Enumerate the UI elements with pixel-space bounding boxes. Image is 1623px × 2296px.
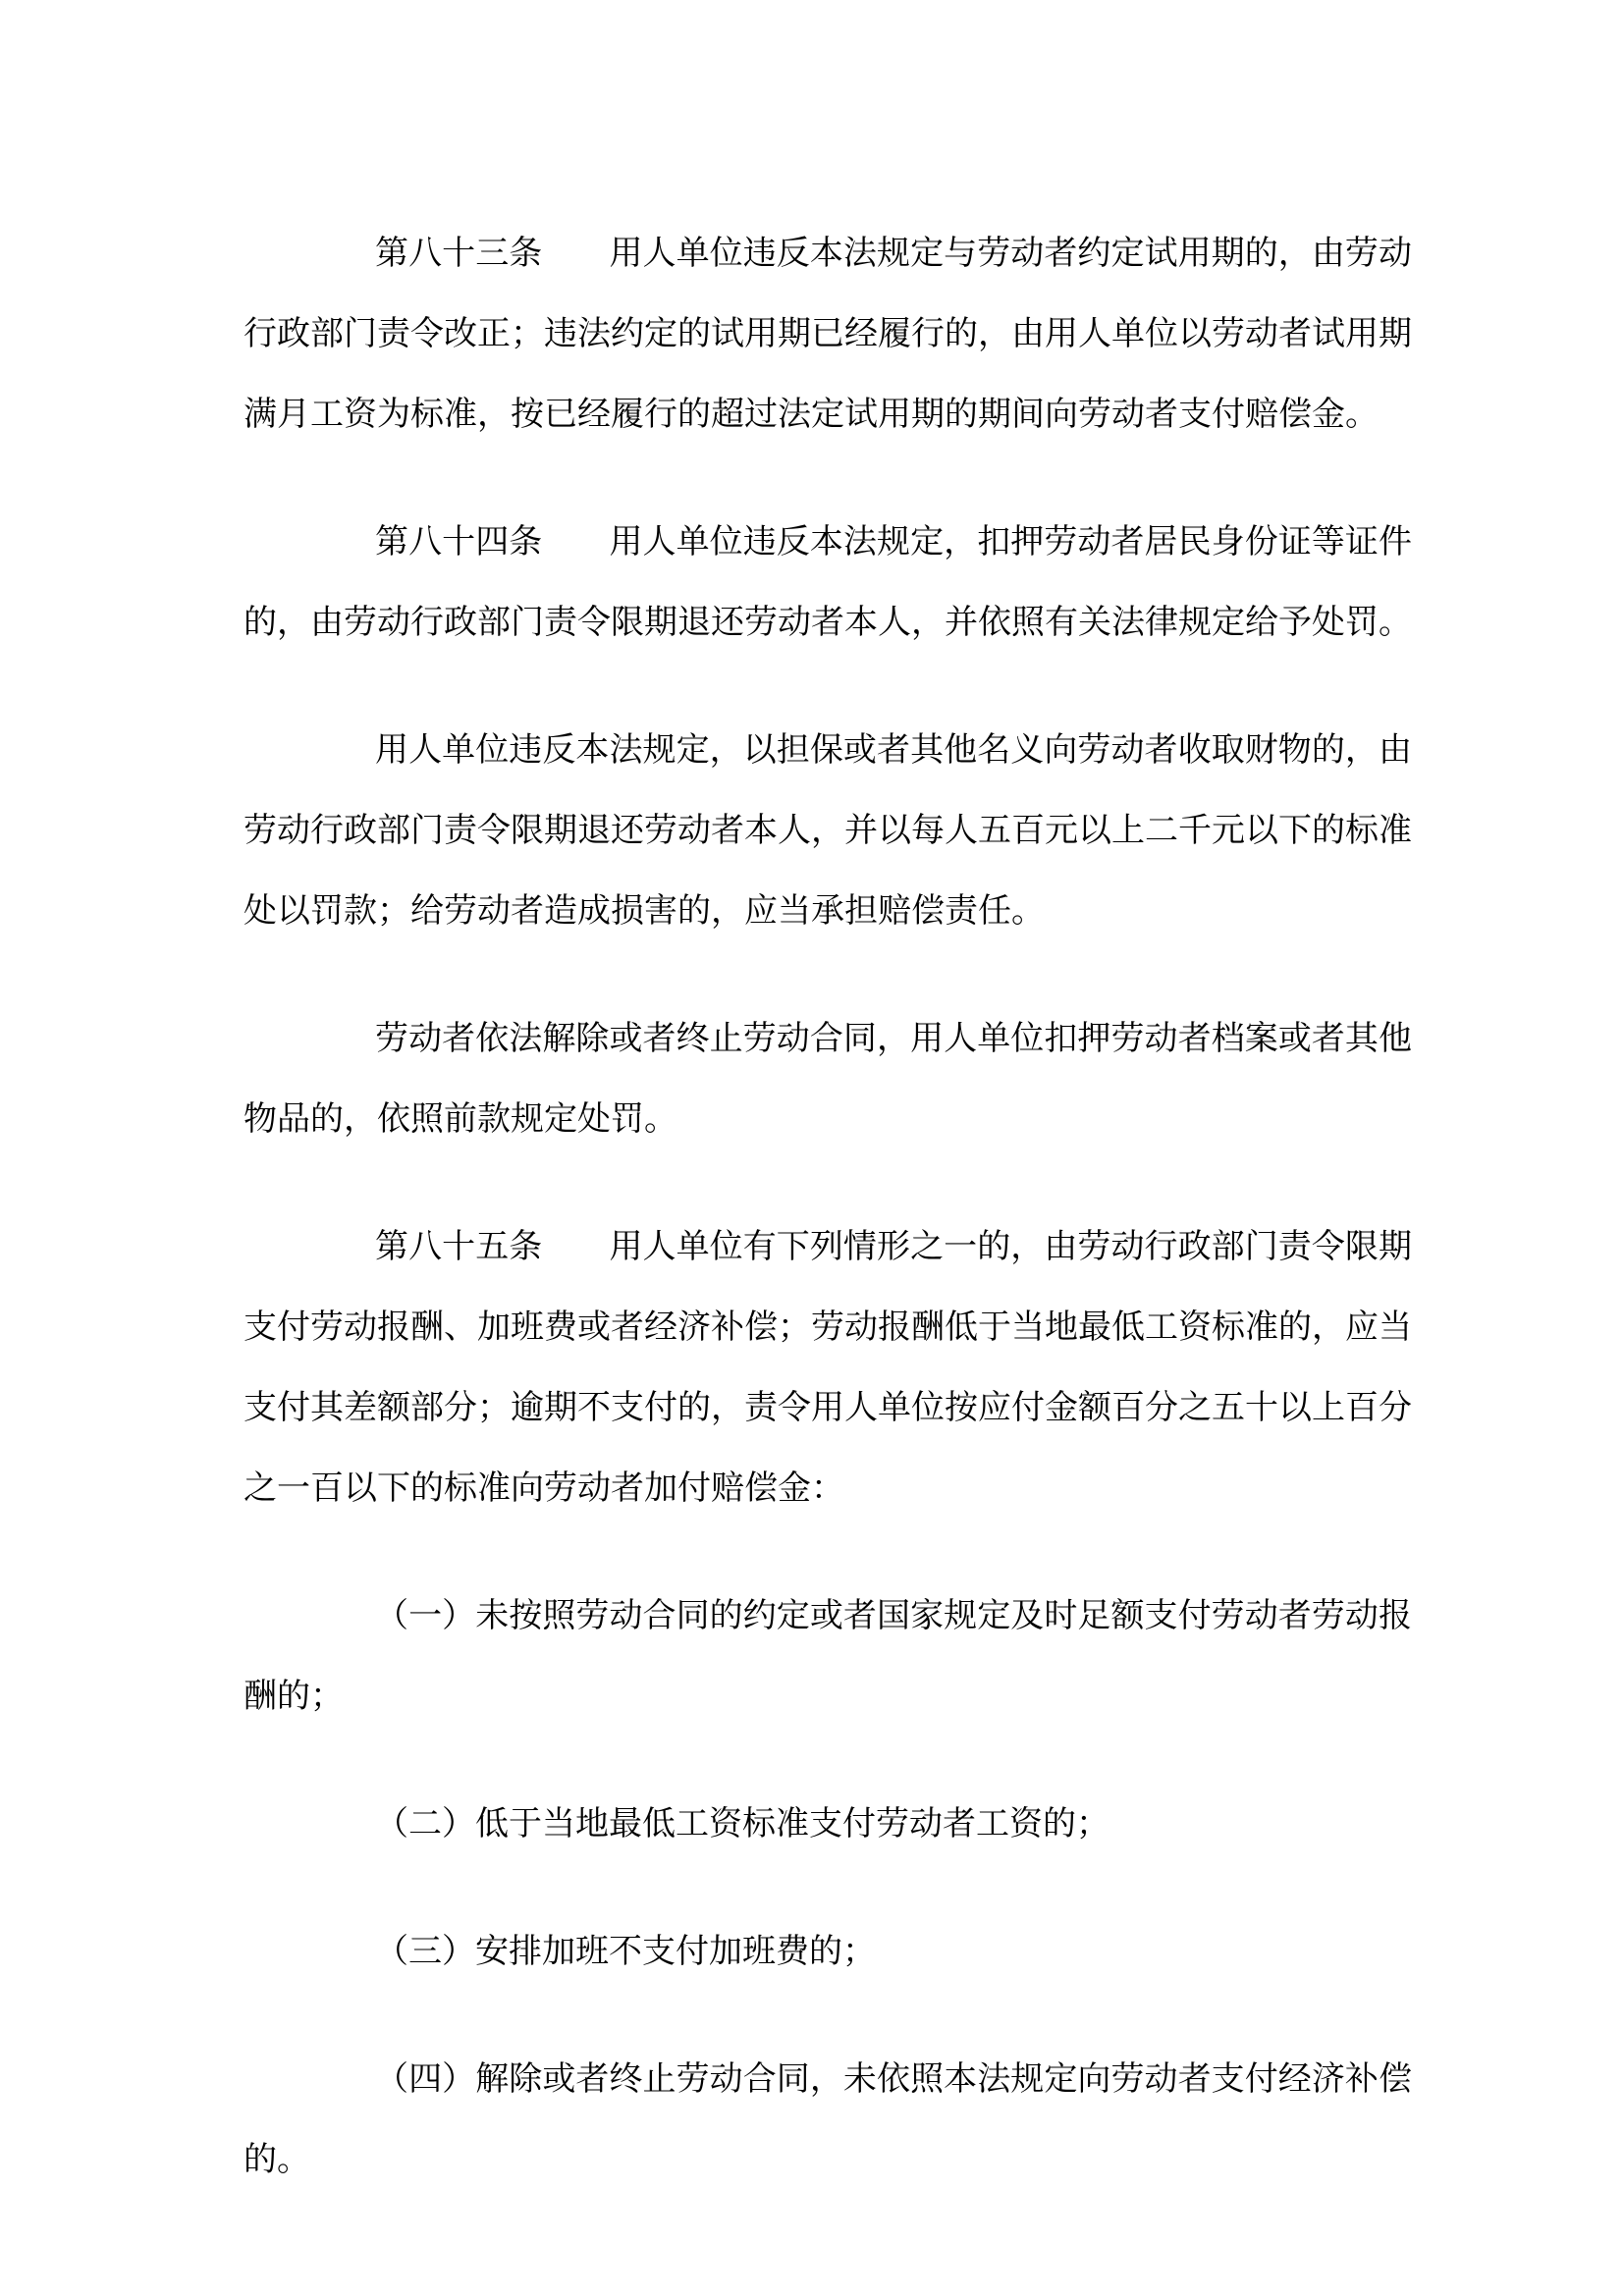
paragraph (243, 711, 1412, 952)
text-line: 劳动行政部门责令限期退还劳动者本人，并以每人五百元以上二千元以下的标准 (243, 813, 1412, 849)
text-line: 支付其差额部分；逾期不支付的，责令用人单位按应付金额百分之五十以上百分 (243, 1390, 1412, 1426)
text-line: 支付劳动报酬、加班费或者经济补偿；劳动报酬低于当地最低工资标准的，应当 (243, 1309, 1412, 1346)
text-line: （三）安排加班不支付加班费的； (375, 1934, 876, 1970)
text-line: 用人单位违反本法规定，以担保或者其他名义向劳动者收取财物的，由 (375, 732, 1412, 769)
paragraph (243, 2040, 1412, 2178)
text-line: 第八十四条 用人单位违反本法规定，扣押劳动者居民身份证等证件 (375, 524, 1412, 561)
document-body (243, 214, 1412, 2178)
text-line: 处以罚款；给劳动者造成损害的，应当承担赔偿责任。 (243, 893, 1045, 930)
paragraph (243, 1785, 1412, 1865)
text-line: 酬的； (243, 1679, 344, 1715)
text-line: （四）解除或者终止劳动合同，未依照本法规定向劳动者支付经济补偿的。 (243, 2061, 1412, 2178)
text-line: 的，由劳动行政部门责令限期退还劳动者本人，并依照有关法律规定给予处罚。 (243, 605, 1412, 641)
text-line: 满月工资为标准，按已经履行的超过法定试用期的期间向劳动者支付赔偿金。 (243, 397, 1379, 433)
text-line: 劳动者依法解除或者终止劳动合同，用人单位扣押劳动者档案或者其他 (375, 1021, 1412, 1057)
paragraph (243, 214, 1412, 455)
paragraph (243, 1207, 1412, 1529)
paragraph (243, 1576, 1412, 1737)
paragraph (243, 999, 1412, 1160)
paragraph (243, 503, 1412, 664)
text-line: 第八十五条 用人单位有下列情形之一的，由劳动行政部门责令限期 (375, 1229, 1412, 1265)
text-line: （二）低于当地最低工资标准支付劳动者工资的； (375, 1806, 1109, 1842)
text-line: （一）未按照劳动合同的约定或者国家规定及时足额支付劳动者劳动报 (375, 1598, 1412, 1634)
text-line: 第八十三条 用人单位违反本法规定与劳动者约定试用期的，由劳动 (375, 236, 1412, 272)
text-line: 行政部门责令改正；违法约定的试用期已经履行的，由用人单位以劳动者试用期 (243, 316, 1412, 352)
text-line: 物品的，依照前款规定处罚。 (243, 1101, 677, 1138)
text-line: 之一百以下的标准向劳动者加付赔偿金： (243, 1470, 844, 1507)
paragraph (243, 1912, 1412, 1993)
